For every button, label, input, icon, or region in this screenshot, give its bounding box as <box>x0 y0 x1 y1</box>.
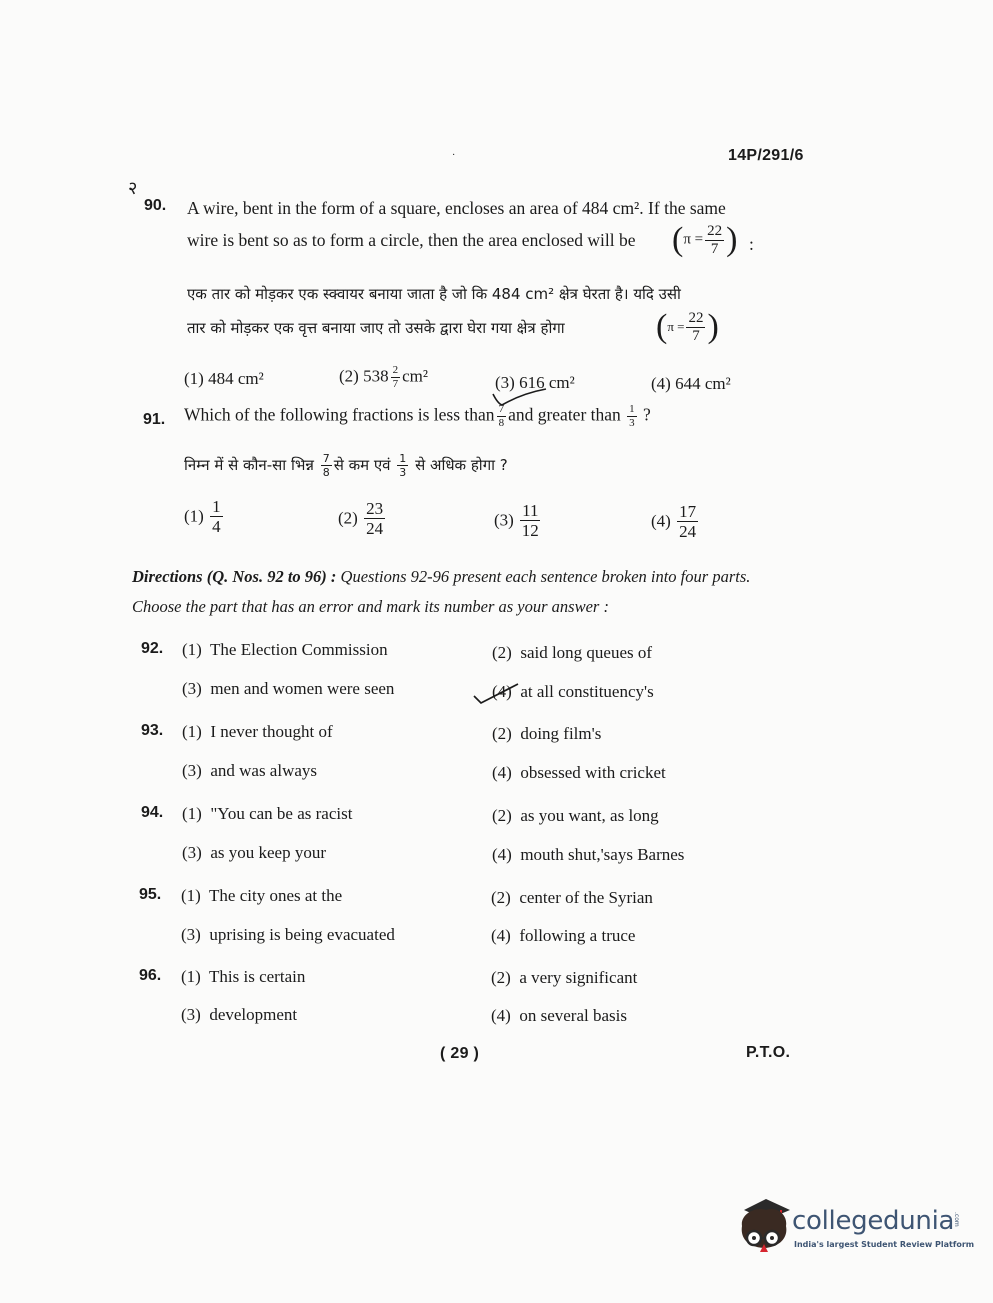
q95-number: 95. <box>139 886 162 903</box>
q90-hi-line2: तार को मोड़कर एक वृत्त बनाया जाए तो उसके द्वारा घेरा गया क्षेत्र होगा <box>187 319 565 337</box>
q93-part-3: (3) and was always <box>182 761 318 780</box>
q94-part-1: (1) "You can be as racist <box>182 804 353 823</box>
q96-part-3: (3) development <box>181 1005 298 1024</box>
collegedunia-watermark <box>736 1196 975 1256</box>
q90-en-line1: A wire, bent in the form of a square, encloses an area of 484 cm². If the same <box>187 198 726 218</box>
directions-line2: Choose the part that has an error and mark its number as your answer : <box>132 597 609 616</box>
paren-open: ( <box>656 308 668 345</box>
q96-number: 96. <box>139 967 162 984</box>
stray-dot: · <box>452 150 456 161</box>
q91-option-2: (2) $\frac{23}{24}$ <box>338 499 384 538</box>
q90-option-1: (1) 484 cm² <box>184 369 264 388</box>
q92-part-4: (4) at all constituency's <box>492 682 654 701</box>
brand-wordmark: collegedunia <box>792 1206 955 1236</box>
q91-hi-text: निम्न में से कौन-सा भिन्न $\frac{7}{8}$ से कम एवं $\frac{1}{3}$ से अधिक होगा ? <box>184 452 508 479</box>
fraction-one-third: $\frac{1}{3}$ <box>629 403 635 429</box>
q94-part-2: (2) as you want, as long <box>492 806 659 825</box>
handwritten-answer-mark <box>472 680 522 706</box>
q91-option-4: (4) $\frac{17}{24}$ <box>651 502 697 541</box>
brand-tagline: India's largest Student Review Platform <box>794 1240 975 1249</box>
q95-part-2: (2) center of the Syrian <box>491 888 653 907</box>
q96-part-2: (2) a very significant <box>491 968 638 987</box>
mascot-logo-icon <box>736 1196 792 1254</box>
q91-number: 91. <box>143 411 166 428</box>
paren-close: ) <box>707 308 719 345</box>
fraction-one-third: $\frac{1}{3}$ <box>399 452 407 479</box>
q90-option-2: (2) 538 $\frac{2}{7}$ cm² <box>339 364 428 390</box>
paren-close: ) <box>726 221 738 258</box>
q92-part-2: (2) said long queues of <box>492 643 653 662</box>
q92-part-3: (3) men and women were seen <box>182 679 395 698</box>
brand-tld: .com <box>953 1212 960 1227</box>
q93-number: 93. <box>141 722 164 739</box>
q94-number: 94. <box>141 804 164 821</box>
q93-part-2: (2) doing film's <box>492 724 602 743</box>
page-number: ( 29 ) <box>440 1045 480 1062</box>
q95-part-4: (4) following a truce <box>491 926 636 945</box>
q91-en-text: Which of the following fractions is less than $\frac{7}{8}$ and greater than $\frac{1}{3}$ ? <box>184 403 651 429</box>
q90-colon: : <box>749 234 754 254</box>
mixed-fraction: $\frac{2}{7}$ <box>392 364 399 390</box>
fraction-seven-eighths: $\frac{7}{8}$ <box>498 403 505 429</box>
q93-part-1: (1) I never thought of <box>182 722 333 741</box>
q92-part-1: (1) The Election Commission <box>182 640 388 659</box>
please-turn-over: P.T.O. <box>746 1044 791 1061</box>
q95-part-1: (1) The city ones at the <box>181 886 343 905</box>
q92-number: 92. <box>141 640 164 657</box>
margin-handwritten-mark: २ <box>128 178 138 199</box>
q90-en-line2: wire is bent so as to form a circle, then the area enclosed will be <box>187 230 636 250</box>
q91-option-3: (3) $\frac{11}{12}$ <box>494 501 539 540</box>
pi-label: π = <box>683 231 704 248</box>
paper-code: 14P/291/6 <box>728 147 804 164</box>
q90-option-3: (3) 616 cm² <box>495 373 575 392</box>
q95-part-3: (3) uprising is being evacuated <box>181 925 395 944</box>
q96-part-4: (4) on several basis <box>491 1006 627 1025</box>
q91-option-1: (1) $\frac{1}{4}$ <box>184 497 221 536</box>
q90-option-4: (4) 644 cm² <box>651 374 731 393</box>
q93-part-4: (4) obsessed with cricket <box>492 763 666 782</box>
fraction-seven-eighths: $\frac{7}{8}$ <box>322 452 330 479</box>
pi-label: π = <box>667 319 685 334</box>
q90-hi-pi-expression <box>656 310 719 344</box>
q94-part-3: (3) as you keep your <box>182 843 326 862</box>
q90-pi-expression <box>672 223 737 257</box>
directions-line1: Directions (Q. Nos. 92 to 96) : Questions 92-96 present each sentence broken into four parts. <box>132 567 751 586</box>
paren-open: ( <box>672 221 684 258</box>
q90-number: 90. <box>144 197 167 214</box>
q90-hi-line1: एक तार को मोड़कर एक स्क्वायर बनाया जाता है जो कि 484 cm² क्षेत्र घेरता है। यदि उसी <box>187 285 681 303</box>
pi-fraction: $\frac{22}{7}$ <box>688 309 704 344</box>
q96-part-1: (1) This is certain <box>181 967 306 986</box>
pi-fraction: $\frac{22}{7}$ <box>707 222 723 257</box>
q94-part-4: (4) mouth shut,'says Barnes <box>492 845 685 864</box>
